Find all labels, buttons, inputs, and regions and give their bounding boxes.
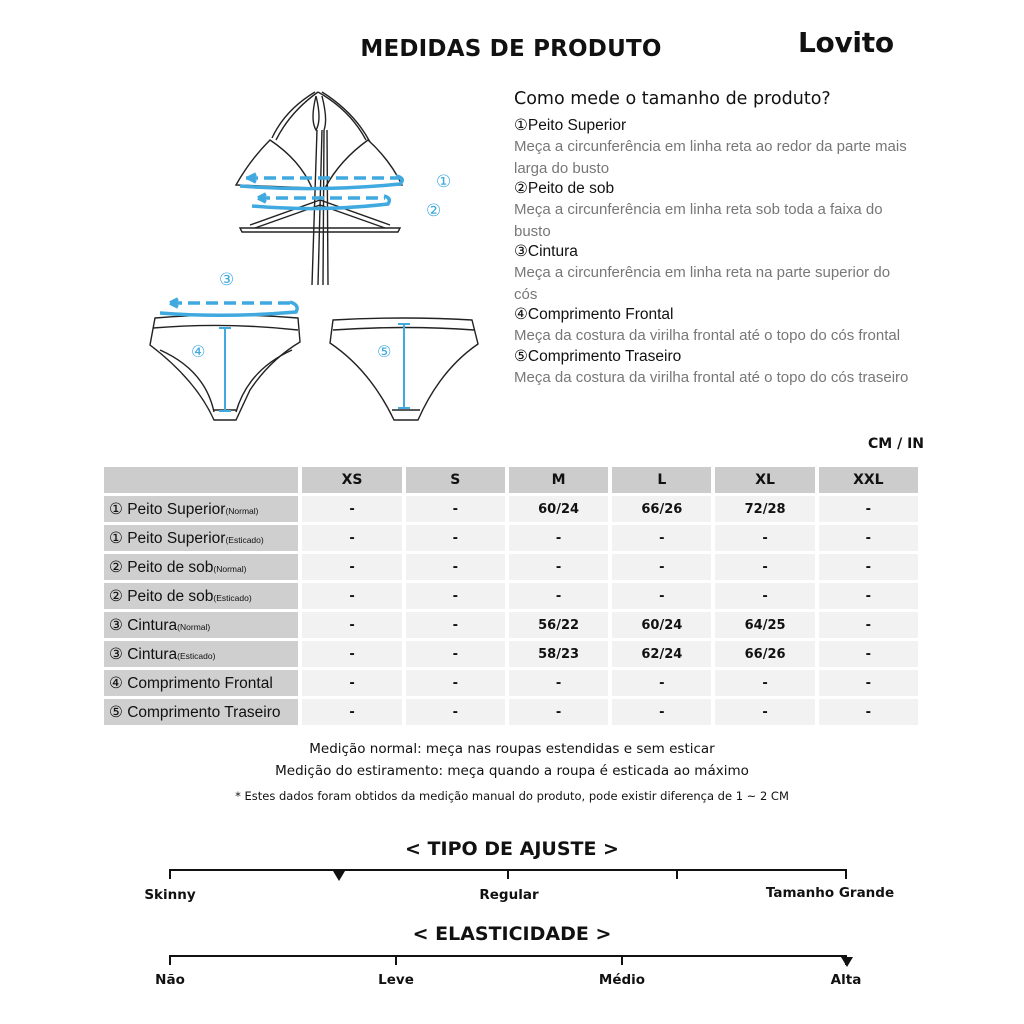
elasticity-label-leve: Leve bbox=[378, 972, 414, 988]
size-value-cell: - bbox=[302, 525, 401, 551]
row-label bbox=[104, 699, 298, 725]
size-value-cell: - bbox=[819, 612, 918, 638]
elasticity-scale-line bbox=[169, 955, 847, 957]
elasticity-tick bbox=[395, 955, 397, 965]
table-row bbox=[104, 496, 918, 522]
row-label bbox=[104, 496, 298, 522]
size-value-cell: - bbox=[302, 699, 401, 725]
fit-scale-title: < TIPO DE AJUSTE > bbox=[405, 838, 619, 860]
fit-tick bbox=[507, 869, 509, 879]
size-header-s: S bbox=[406, 467, 505, 493]
size-value-cell: - bbox=[819, 554, 918, 580]
row-label bbox=[104, 554, 298, 580]
row-label-qualifier: (Esticado) bbox=[225, 534, 264, 545]
row-label-qualifier: (Esticado) bbox=[213, 592, 252, 603]
fit-label-large: Tamanho Grande bbox=[765, 885, 895, 901]
guide-item-description: Meça da costura da virilha frontal até o topo do cós frontal bbox=[514, 327, 901, 344]
fit-label-skinny: Skinny bbox=[144, 887, 196, 903]
guide-item-heading: ①Peito Superior bbox=[514, 117, 627, 134]
size-value-cell: 60/24 bbox=[612, 612, 711, 638]
size-value-cell: 58/23 bbox=[509, 641, 608, 667]
marker-2: ② bbox=[426, 201, 442, 221]
table-row bbox=[104, 525, 918, 551]
size-value-cell: - bbox=[819, 670, 918, 696]
guide-item-heading: ⑤Comprimento Traseiro bbox=[514, 347, 682, 365]
row-label-qualifier: (Esticado) bbox=[177, 650, 216, 661]
elasticity-label-alta: Alta bbox=[830, 972, 862, 988]
row-label-text: ① Peito Superior bbox=[109, 529, 226, 547]
size-value-cell: - bbox=[612, 525, 711, 551]
table-row bbox=[104, 554, 918, 580]
fit-tick bbox=[676, 869, 678, 879]
size-value-cell: - bbox=[406, 612, 505, 638]
size-value-cell: - bbox=[509, 583, 608, 609]
size-value-cell: - bbox=[406, 583, 505, 609]
note-normal: Medição normal: meça nas roupas estendidas e sem esticar bbox=[309, 741, 715, 757]
guide-item bbox=[514, 242, 924, 305]
guide-item bbox=[514, 305, 924, 347]
measurement-illustration bbox=[130, 80, 500, 430]
size-value-cell: - bbox=[509, 670, 608, 696]
size-value-cell: - bbox=[406, 554, 505, 580]
row-label-text: ④ Comprimento Frontal bbox=[109, 674, 273, 692]
table-corner-cell bbox=[104, 467, 298, 493]
fit-label-regular: Regular bbox=[479, 887, 539, 903]
size-header-xxl: XXL bbox=[819, 467, 918, 493]
guide-item-heading: ④Comprimento Frontal bbox=[514, 306, 674, 323]
note-disclaimer: * Estes dados foram obtidos da medição manual do produto, pode existir diferença de 1 ~ 2 CM bbox=[235, 789, 789, 803]
size-value-cell: - bbox=[302, 612, 401, 638]
guide-item bbox=[514, 179, 924, 242]
guide-item bbox=[514, 116, 924, 179]
row-label bbox=[104, 670, 298, 696]
measurement-guide bbox=[514, 89, 924, 388]
row-label-text: ② Peito de sob bbox=[109, 558, 214, 576]
guide-item bbox=[514, 347, 924, 389]
elasticity-scale bbox=[155, 955, 862, 995]
size-value-cell: - bbox=[612, 554, 711, 580]
row-label-text: ③ Cintura bbox=[109, 645, 178, 663]
size-value-cell: 56/22 bbox=[509, 612, 608, 638]
guide-item-heading: ②Peito de sob bbox=[514, 180, 615, 197]
size-value-cell: 64/25 bbox=[715, 612, 814, 638]
fit-marker-icon bbox=[333, 871, 345, 881]
size-value-cell: - bbox=[302, 496, 401, 522]
size-value-cell: - bbox=[612, 699, 711, 725]
note-stretch: Medição do estiramento: meça quando a roupa é esticada ao máximo bbox=[275, 763, 749, 779]
size-value-cell: - bbox=[819, 699, 918, 725]
size-value-cell: - bbox=[612, 583, 711, 609]
size-value-cell: - bbox=[715, 670, 814, 696]
size-value-cell: - bbox=[509, 554, 608, 580]
elasticity-tick bbox=[621, 955, 623, 965]
elasticity-scale-title: < ELASTICIDADE > bbox=[412, 923, 612, 945]
row-label-text: ⑤ Comprimento Traseiro bbox=[109, 703, 281, 721]
guide-item-description: Meça a circunferência em linha reta ao redor da parte mais larga do busto bbox=[514, 138, 907, 177]
size-value-cell: - bbox=[509, 525, 608, 551]
table-row bbox=[104, 641, 918, 667]
guide-title: Como mede o tamanho de produto? bbox=[514, 89, 831, 109]
unit-label: CM / IN bbox=[868, 436, 924, 452]
size-value-cell: - bbox=[406, 699, 505, 725]
row-label-qualifier: (Normal) bbox=[213, 563, 247, 574]
fit-scale bbox=[144, 869, 895, 909]
guide-item-description: Meça a circunferência em linha reta sob toda a faixa do busto bbox=[514, 201, 883, 240]
row-label bbox=[104, 583, 298, 609]
size-value-cell: - bbox=[406, 496, 505, 522]
size-value-cell: 66/26 bbox=[612, 496, 711, 522]
guide-item-description: Meça da costura da virilha frontal até o topo do cós traseiro bbox=[514, 368, 909, 386]
brand-logo: Lovito bbox=[798, 26, 894, 59]
row-label bbox=[104, 641, 298, 667]
size-value-cell: - bbox=[302, 554, 401, 580]
elasticity-marker-icon bbox=[841, 957, 853, 967]
size-value-cell: - bbox=[302, 583, 401, 609]
size-header-m: M bbox=[509, 467, 608, 493]
size-value-cell: - bbox=[302, 641, 401, 667]
marker-1: ① bbox=[436, 172, 452, 192]
size-header-xl: XL bbox=[715, 467, 814, 493]
row-label-text: ③ Cintura bbox=[109, 616, 178, 634]
size-value-cell: - bbox=[715, 583, 814, 609]
size-value-cell: - bbox=[302, 670, 401, 696]
elasticity-label-medio: Médio bbox=[598, 972, 646, 988]
size-table bbox=[100, 464, 922, 728]
size-value-cell: - bbox=[612, 670, 711, 696]
size-value-cell: - bbox=[819, 496, 918, 522]
guide-item-description: Meça a circunferência em linha reta na parte superior do cós bbox=[514, 264, 891, 303]
table-row bbox=[104, 699, 918, 725]
table-header-row bbox=[104, 467, 918, 493]
size-value-cell: - bbox=[406, 670, 505, 696]
measure-line-3 bbox=[160, 299, 297, 315]
size-value-cell: - bbox=[819, 641, 918, 667]
fit-tick bbox=[845, 869, 847, 879]
row-label-text: ② Peito de sob bbox=[109, 587, 214, 605]
row-label-qualifier: (Normal) bbox=[177, 621, 211, 632]
elasticity-label-nao: Não bbox=[155, 972, 185, 988]
size-value-cell: - bbox=[819, 525, 918, 551]
marker-4: ④ bbox=[191, 342, 206, 361]
row-label-text: ① Peito Superior bbox=[109, 500, 226, 518]
size-value-cell: - bbox=[819, 583, 918, 609]
size-value-cell: - bbox=[715, 699, 814, 725]
size-value-cell: - bbox=[715, 554, 814, 580]
guide-item-heading: ③Cintura bbox=[514, 243, 578, 260]
size-value-cell: 62/24 bbox=[612, 641, 711, 667]
elasticity-tick bbox=[169, 955, 171, 965]
row-label bbox=[104, 525, 298, 551]
table-row bbox=[104, 583, 918, 609]
size-value-cell: - bbox=[406, 641, 505, 667]
table-row bbox=[104, 612, 918, 638]
size-value-cell: 66/26 bbox=[715, 641, 814, 667]
size-value-cell: 60/24 bbox=[509, 496, 608, 522]
marker-3: ③ bbox=[219, 270, 235, 290]
marker-5: ⑤ bbox=[377, 342, 392, 361]
page-title-text: MEDIDAS DE PRODUTO bbox=[360, 36, 662, 62]
size-header-xs: XS bbox=[302, 467, 401, 493]
size-header-l: L bbox=[612, 467, 711, 493]
row-label-qualifier: (Normal) bbox=[225, 505, 259, 516]
size-value-cell: - bbox=[715, 525, 814, 551]
table-row bbox=[104, 670, 918, 696]
size-value-cell: 72/28 bbox=[715, 496, 814, 522]
size-value-cell: - bbox=[509, 699, 608, 725]
row-label bbox=[104, 612, 298, 638]
fit-tick bbox=[169, 869, 171, 879]
size-value-cell: - bbox=[406, 525, 505, 551]
